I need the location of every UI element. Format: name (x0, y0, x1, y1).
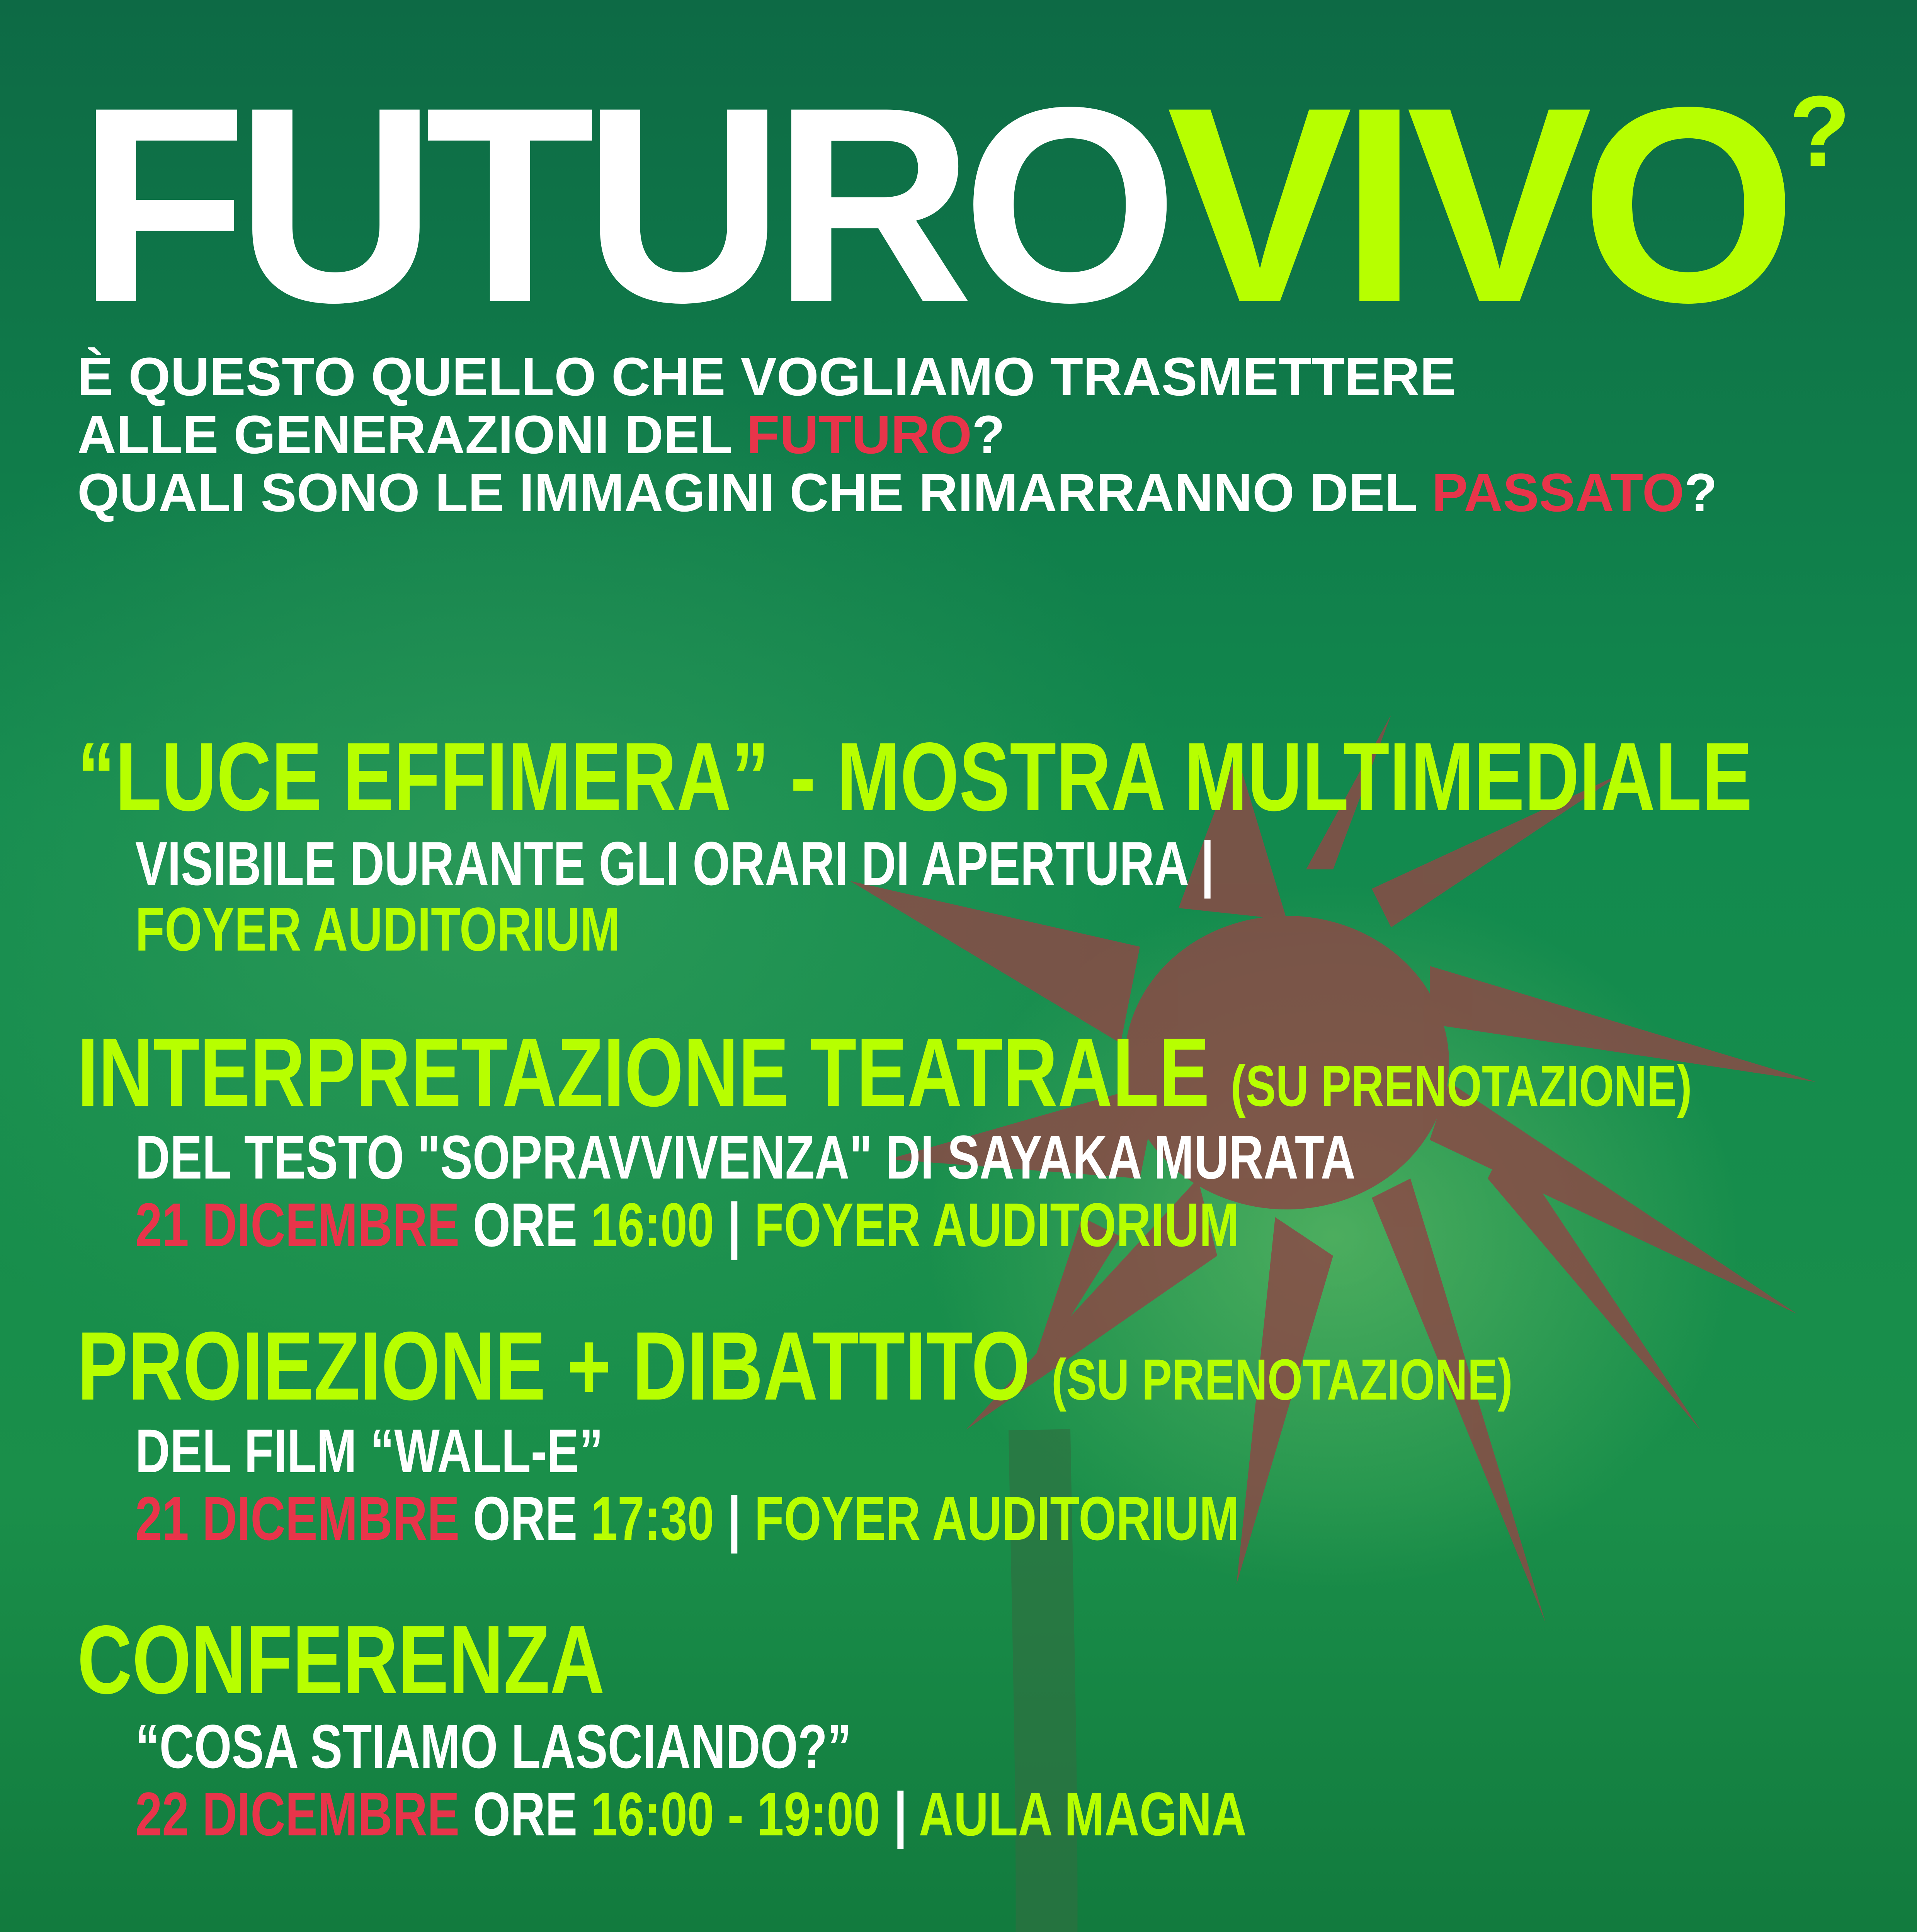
event-3-date: 21 DICEMBRE (135, 1484, 460, 1553)
subtitle-questions (77, 348, 1717, 522)
event-2-schedule: 21 DICEMBRE ORE 16:00 | FOYER AUDITORIUM (135, 1190, 1240, 1259)
subtitle-line-3: QUALI SONO LE IMMAGINI CHE RIMARRANNO DEL PASSATO? (77, 462, 1718, 523)
event-1-heading: “LUCE EFFIMERA” - MOSTRA MULTIMEDIALE (77, 723, 1752, 831)
event-2-time: 16:00 (590, 1190, 714, 1259)
event-4-date: 22 DICEMBRE (135, 1779, 460, 1849)
event-3-line-1: DEL FILM “WALL-E” (135, 1416, 603, 1485)
event-4-place: AULA MAGNA (919, 1779, 1247, 1849)
event-2-date: 21 DICEMBRE (135, 1190, 460, 1259)
event-3-schedule: 21 DICEMBRE ORE 17:30 | FOYER AUDITORIUM (135, 1484, 1240, 1553)
title-question-mark: ? (1789, 75, 1839, 187)
event-4-time: 16:00 - 19:00 (590, 1779, 881, 1849)
event-1-line-1: VISIBILE DURANTE GLI ORARI DI APERTURA | (135, 829, 1214, 898)
event-3-title: PROIEZIONE + DIBATTITO (77, 1312, 1031, 1420)
event-2-place: FOYER AUDITORIUM (754, 1190, 1240, 1259)
event-4-schedule: 22 DICEMBRE ORE 16:00 - 19:00 | AULA MAGNA (135, 1779, 1247, 1849)
event-2-heading (77, 1018, 1692, 1127)
title-futuro: FUTURO (77, 49, 1167, 360)
subtitle-line-1: È QUESTO QUELLO CHE VOGLIAMO TRASMETTERE (77, 346, 1456, 407)
event-2-title: INTERPRETAZIONE TEATRALE (77, 1018, 1210, 1127)
title-vivo: VIVO (1167, 49, 1786, 360)
event-2-line-1: DEL TESTO "SOPRAVVIVENZA" DI SAYAKA MURATA (135, 1122, 1356, 1192)
event-3-note: (SU PRENOTAZIONE) (1051, 1347, 1513, 1412)
event-1-line-2: FOYER AUDITORIUM (135, 895, 620, 964)
subtitle-line-2: ALLE GENERAZIONI DEL FUTURO? (77, 404, 1005, 465)
event-3-heading (77, 1312, 1513, 1420)
poster-title (77, 49, 1839, 360)
event-3-time: 17:30 (590, 1484, 714, 1553)
event-4-heading: CONFERENZA (77, 1605, 605, 1714)
event-4-line-1: “COSA STIAMO LASCIANDO?” (135, 1712, 852, 1781)
event-3-place: FOYER AUDITORIUM (754, 1484, 1240, 1553)
event-2-note: (SU PRENOTAZIONE) (1230, 1053, 1692, 1118)
